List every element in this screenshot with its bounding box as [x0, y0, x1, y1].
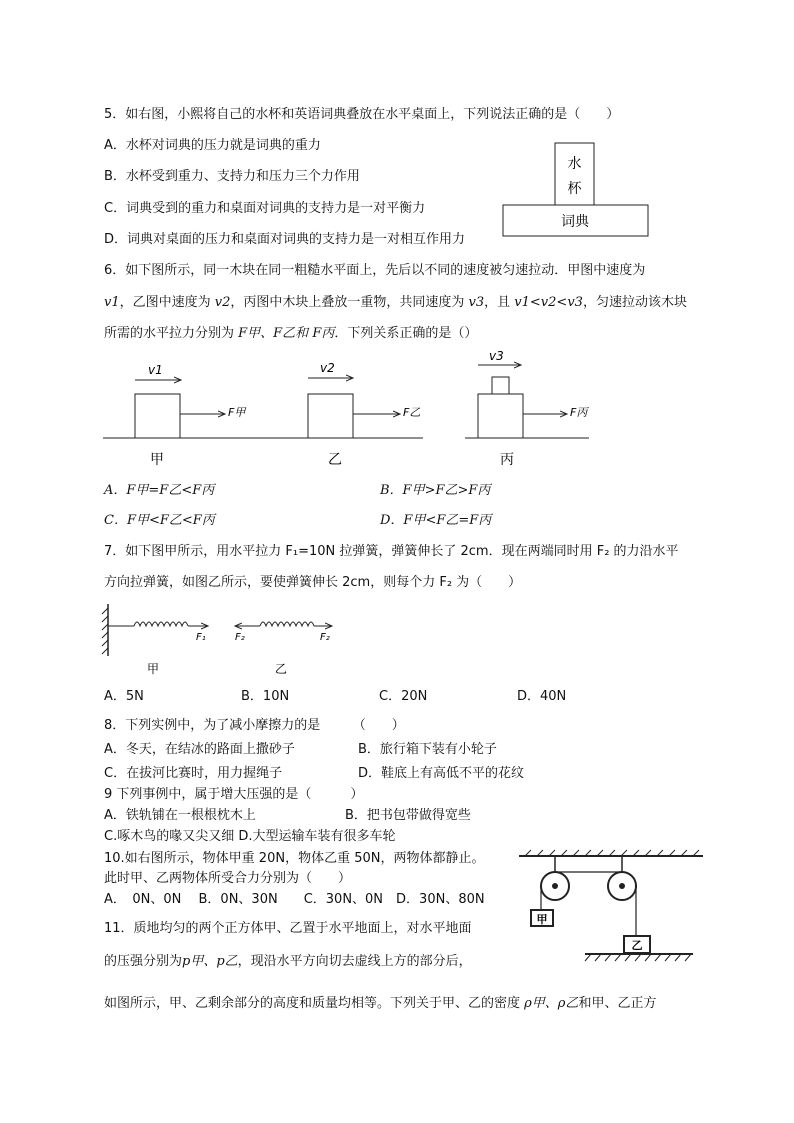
q5-stem: 5．如右图，小熙将自己的水杯和英语词典叠放在水平桌面上，下列说法正确的是（ ）: [104, 107, 620, 122]
q10-line-1: 10.如右图所示，物体甲重 20N，物体乙重 50N，两物体都静止。: [104, 851, 485, 866]
q6-blocks-figure: [95, 350, 605, 475]
q6-text-c: ，且: [484, 295, 515, 310]
q6-v1: v1: [104, 295, 120, 310]
force-label-1: F甲: [228, 406, 246, 419]
q9-option-cd: C.啄木鸟的喙又尖又细 D.大型运输车装有很多车轮: [104, 829, 396, 844]
ground-hatching: [585, 954, 691, 961]
q8-option-b: B．旅行箱下装有小轮子: [358, 742, 497, 757]
q6-text-a: ，乙图中速度为: [119, 295, 215, 310]
caption-3: 丙: [500, 452, 514, 468]
q5-option-c: C．词典受到的重力和桌面对词典的支持力是一对平衡力: [104, 201, 426, 216]
q11-densities: ρ甲、ρ乙: [524, 996, 579, 1011]
q7-option-a: A．5N: [104, 689, 144, 704]
block-a-label: 甲: [536, 913, 548, 926]
velocity-label-1: v1: [148, 363, 163, 377]
q8-option-c: C．在拔河比赛时，用力握绳子: [104, 766, 283, 781]
caption-2: 乙: [274, 662, 288, 676]
q11-line-1: 11．质地均匀的两个正方体甲、乙置于水平地面上，对水平地面: [104, 921, 472, 936]
wall-hatching: [102, 608, 108, 654]
block-1: [135, 394, 180, 438]
q10-options: A． 0N、0N B．0N、30N C．30N、0N D．30N、80N: [104, 892, 485, 907]
q5-option-b: B．水杯受到重力、支持力和压力三个力作用: [104, 169, 360, 184]
force-label-f2-left: F₂: [235, 632, 245, 643]
q6-text-d: ，匀速拉动该木块: [582, 295, 687, 310]
q6-velocity-relation: v1<v2<v3: [514, 295, 583, 310]
q5-cup-dictionary-figure: [500, 140, 652, 240]
q9-stem: 9 下列事例中，属于增大压强的是（ ）: [104, 787, 364, 802]
force-label-2: F乙: [403, 406, 421, 419]
q6-v2: v2: [214, 295, 231, 310]
q6-text-e: 所需的水平拉力分别为: [104, 326, 239, 341]
q6-v3: v3: [468, 295, 485, 310]
block-2: [308, 394, 353, 438]
q8-stem: 8．下列实例中，为了减小摩擦力的是 （ ）: [104, 718, 405, 733]
force-label-f2-right: F₂: [320, 632, 330, 643]
q6-text-b: ，丙图中木块上叠放一重物，共同速度为: [230, 295, 469, 310]
q10-line-2: 此时甲、乙两物体所受合力分别为（ ）: [104, 871, 352, 886]
q9-option-a: A．铁轨铺在一根根枕木上: [104, 808, 256, 823]
q11-pressures: p甲、p乙: [182, 954, 238, 969]
q6-line-1: 6．如下图所示，同一木块在同一粗糙水平面上，先后以不同的速度被匀速拉动．甲图中速度为: [104, 263, 646, 278]
q7-option-d: D．40N: [517, 689, 567, 704]
caption-1: 甲: [146, 662, 160, 676]
q7-line-1: 7．如下图甲所示，用水平拉力 F₁=10N 拉弹簧，弹簧伸长了 2cm．现在两端同时用 F₂ 的力沿水平: [104, 544, 679, 559]
q7-spring-figure: [98, 598, 348, 680]
block-b-label: 乙: [631, 939, 643, 952]
velocity-label-3: v3: [489, 350, 504, 363]
cup-label-1: 水: [567, 156, 582, 172]
spring-2: [260, 622, 314, 626]
q7-line-2: 方向拉弹簧，如图乙所示，要使弹簧伸长 2cm，则每个力 F₂ 为（ ）: [104, 575, 522, 590]
q7-option-b: B．10N: [241, 689, 290, 704]
spring-1: [134, 622, 188, 626]
q11-line-2: [104, 953, 472, 971]
q7-option-c: C．20N: [379, 689, 428, 704]
q8-option-d: D．鞋底上有高低不平的花纹: [358, 766, 525, 781]
q6-forces: F甲、F乙和 F丙: [238, 326, 335, 341]
q6-option-b: B．F甲>F乙>F丙: [380, 483, 491, 498]
velocity-label-2: v2: [320, 361, 335, 375]
q6-line-3: [104, 325, 477, 343]
q6-option-d: D．F甲<F乙=F丙: [380, 513, 492, 528]
force-label-3: F丙: [570, 406, 588, 419]
q6-option-a: A．F甲=F乙<F丙: [104, 483, 215, 498]
q11-text-a: 的压强分别为: [104, 954, 183, 969]
q10-pulley-figure: [515, 848, 705, 970]
q11-text-d: 和甲、乙正方: [578, 996, 657, 1011]
q6-option-c: C．F甲<F乙<F丙: [104, 513, 215, 528]
q11-text-c: 如图所示，甲、乙剩余部分的高度和质量均相等。下列关于甲、乙的密度: [104, 996, 525, 1011]
q6-line-2: [104, 294, 687, 312]
block-3: [478, 394, 523, 438]
q8-option-a: A．冬天，在结冰的路面上撒砂子: [104, 742, 295, 757]
q11-text-b: ，现沿水平方向切去虚线上方的部分后，: [237, 954, 472, 969]
q5-option-a: A．水杯对词典的压力就是词典的重力: [104, 138, 321, 153]
weight-block: [492, 377, 509, 394]
q11-line-3: [104, 995, 656, 1013]
q5-option-d: D．词典对桌面的压力和桌面对词典的支持力是一对相互作用力: [104, 232, 466, 247]
q6-text-f: ．下列关系正确的是（）: [334, 326, 478, 341]
cup-label-2: 杯: [567, 181, 582, 197]
dictionary-label: 词典: [561, 214, 589, 230]
q9-option-b: B．把书包带做得宽些: [345, 808, 471, 823]
caption-1: 甲: [150, 452, 164, 468]
force-label-f1: F₁: [196, 632, 206, 643]
caption-2: 乙: [328, 452, 342, 468]
